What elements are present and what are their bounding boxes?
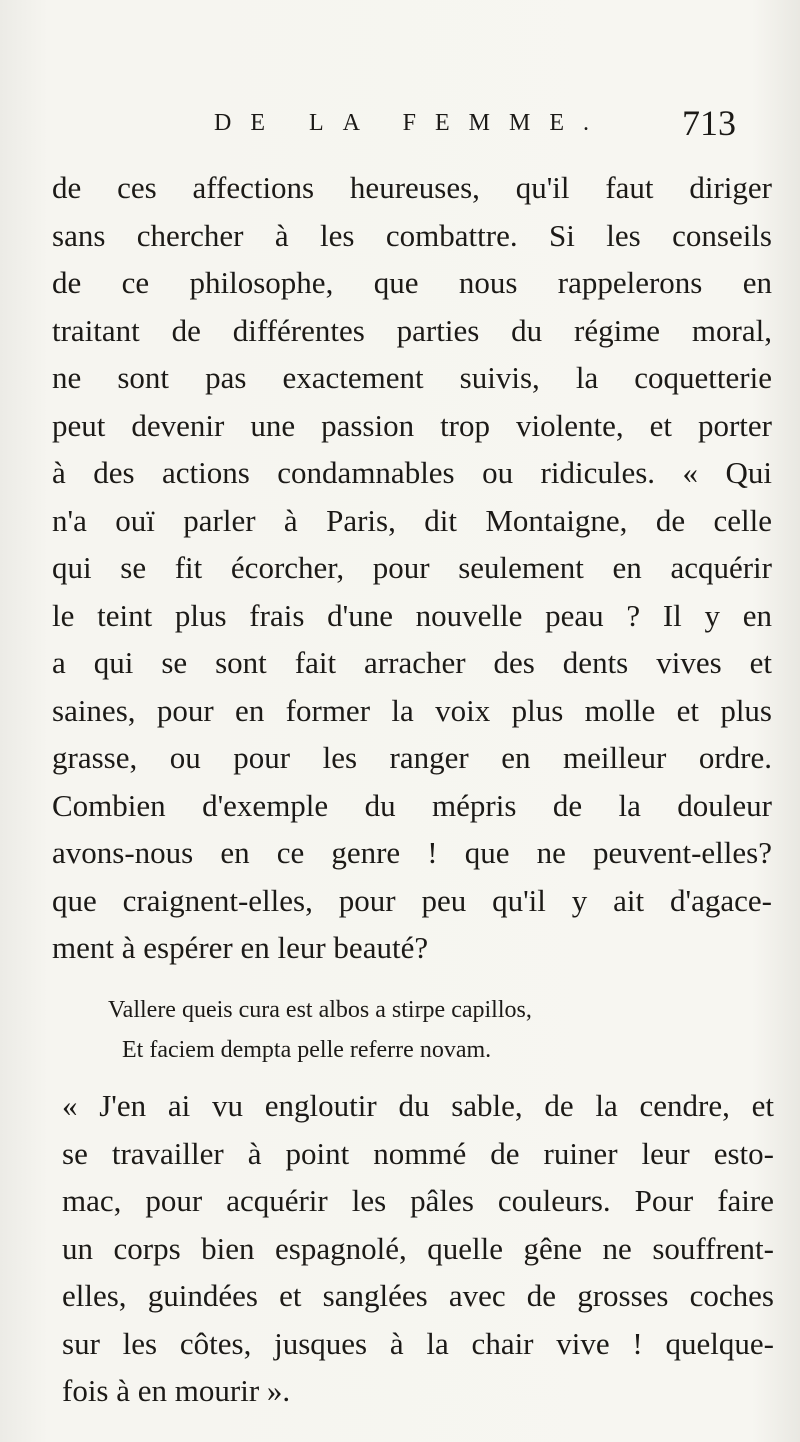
text-line: grasse, ou pour les ranger en meilleur ordre.	[52, 740, 772, 775]
text-line: avons-nous en ce genre ! que ne peuvent-elles?	[52, 835, 772, 870]
text-line: fois à en mourir ».	[62, 1373, 291, 1408]
text-line: « J'en ai vu engloutir du sable, de la cendre, et	[62, 1088, 774, 1123]
text-line: de ce philosophe, que nous rappelerons en	[52, 265, 772, 300]
verse-line: Vallere queis cura est albos a stirpe capillos,	[108, 997, 532, 1023]
text-line: le teint plus frais d'une nouvelle peau ? Il y en	[52, 597, 772, 633]
text-line: de ces affections heureuses, qu'il faut diriger	[52, 170, 772, 205]
text-line: a qui se sont fait arracher des dents vives et	[52, 645, 772, 680]
text-line: sans chercher à les combattre. Si les conseils	[52, 217, 772, 253]
text-line: se travailler à point nommé de ruiner leur esto-	[62, 1135, 774, 1171]
text-line: sur les côtes, jusques à la chair vive ! quelque-	[62, 1325, 774, 1361]
text-line: mac, pour acquérir les pâles couleurs. Pour faire	[62, 1183, 774, 1218]
text-line: elles, guindées et sanglées avec de grosses coches	[62, 1278, 774, 1313]
text-line: peut devenir une passion trop violente, et porter	[52, 407, 772, 443]
page-header	[0, 103, 800, 148]
second-paragraph	[62, 1082, 774, 1415]
text-line: qui se fit écorcher, pour seulement en acquérir	[52, 550, 772, 585]
text-line: ment à espérer en leur beauté?	[52, 930, 429, 965]
verse-line: Et faciem dempta pelle referre novam.	[122, 1037, 492, 1063]
text-line: Combien d'exemple du mépris de la douleur	[52, 787, 772, 823]
text-line: un corps bien espagnolé, quelle gêne ne souffrent-	[62, 1230, 774, 1266]
latin-verse-quote	[108, 990, 708, 1070]
page-number: 713	[682, 103, 736, 143]
text-line: que craignent-elles, pour peu qu'il y ait d'agace-	[52, 882, 772, 918]
text-line: n'a ouï parler à Paris, dit Montaigne, de celle	[52, 502, 772, 538]
main-paragraph	[52, 164, 772, 972]
text-line: ne sont pas exactement suivis, la coquetterie	[52, 360, 772, 395]
running-head: DE LA FEMME.	[214, 110, 609, 136]
text-line: saines, pour en former la voix plus molle et plus	[52, 692, 772, 728]
text-line: à des actions condamnables ou ridicules. « Qui	[52, 455, 772, 490]
text-line: traitant de différentes parties du régime moral,	[52, 312, 772, 348]
